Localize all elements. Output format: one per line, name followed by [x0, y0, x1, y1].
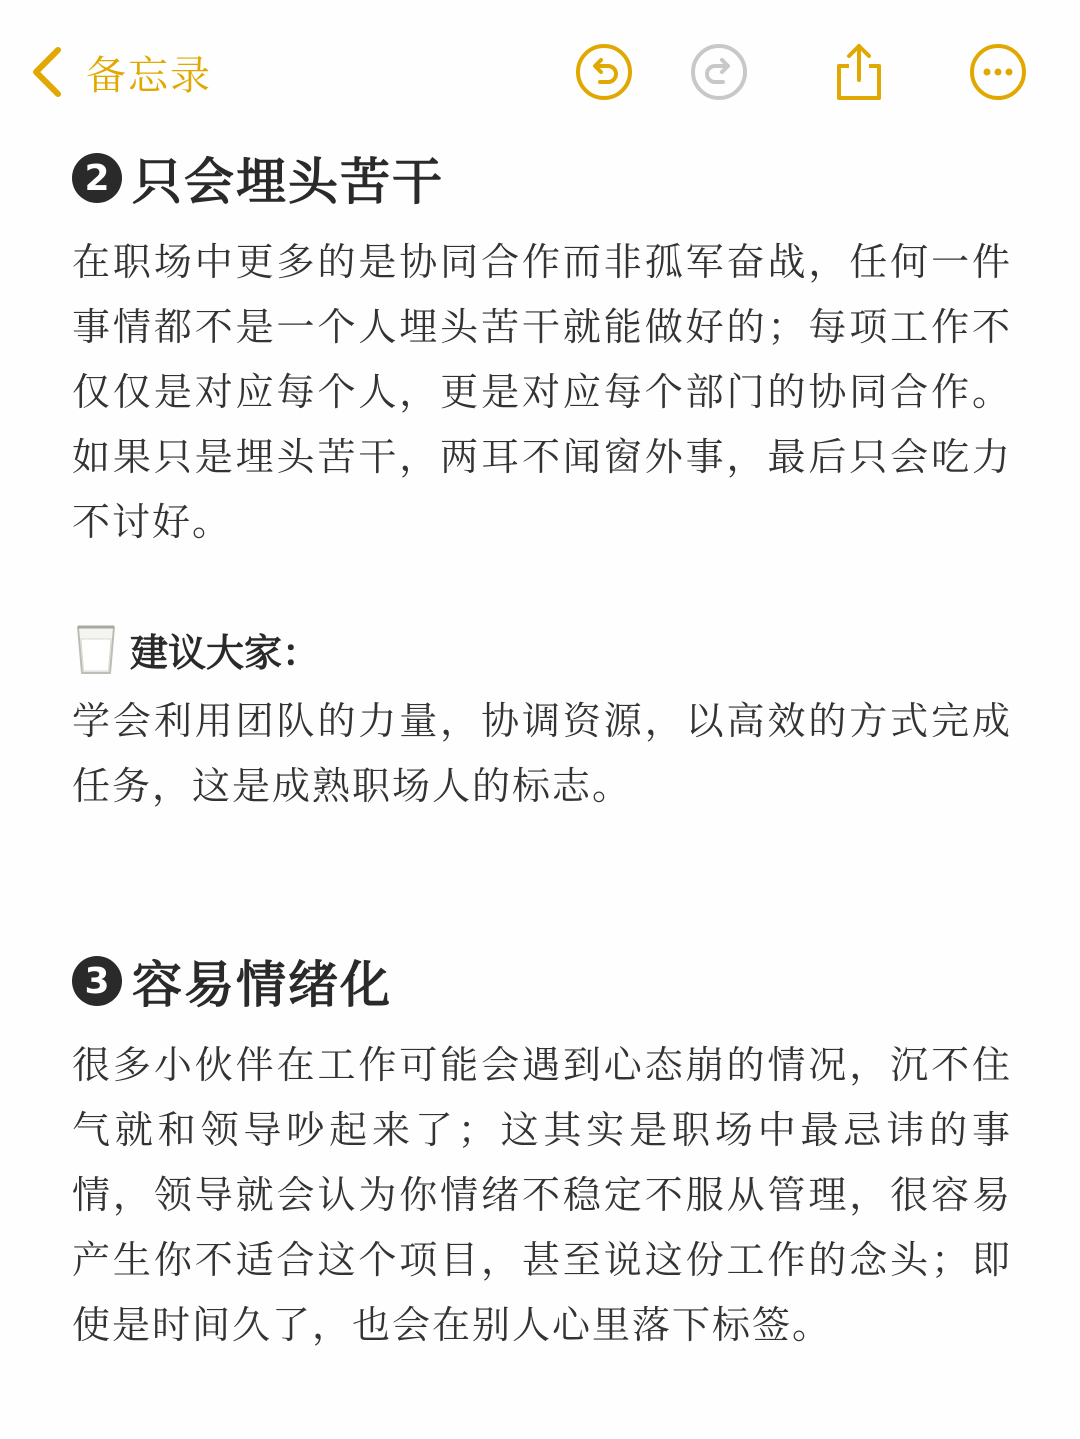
- milk-glass-icon: [72, 621, 120, 677]
- section-2-heading: [72, 148, 1012, 211]
- number-badge: 3: [72, 956, 122, 1006]
- share-button[interactable]: [829, 42, 889, 102]
- suggestion-heading: [72, 617, 1012, 681]
- more-icon: [968, 42, 1028, 102]
- suggestion-body: 学会利用团队的力量，协调资源，以高效的方式完成任务，这是成熟职场人的标志。: [72, 699, 1012, 808]
- chevron-left-icon: [28, 44, 68, 100]
- more-button[interactable]: [968, 42, 1028, 102]
- back-label: 备忘录: [86, 52, 212, 99]
- section-2-title: 只会埋头苦干: [132, 153, 444, 211]
- note-content[interactable]: [72, 140, 1012, 1358]
- redo-button[interactable]: [689, 42, 749, 102]
- back-button[interactable]: [28, 40, 212, 104]
- navigation-bar: [0, 0, 1080, 140]
- share-icon: [829, 42, 889, 102]
- number-badge: 2: [72, 153, 122, 203]
- section-3-title: 容易情绪化: [132, 956, 392, 1014]
- undo-button[interactable]: [574, 42, 634, 102]
- section-3-heading: [72, 951, 1012, 1014]
- section-3-body: 很多小伙伴在工作可能会遇到心态崩的情况，沉不住气就和领导吵起来了；这其实是职场中最忌讳的事情，领导就会认为你情绪不稳定不服从管理，很容易产生你不适合这个项目，甚至说这份工作的念头；即使是时间久了，也会在别人心里落下标签。: [72, 1043, 1012, 1347]
- section-2-body: 在职场中更多的是协同合作而非孤军奋战，任何一件事情都不是一个人埋头苦干就能做好的；每项工作不仅仅是对应每个人，更是对应每个部门的协同合作。如果只是埋头苦干，两耳不闻窗外事，最后只会吃力不讨好。: [72, 240, 1012, 544]
- suggestion-label: 建议大家：: [130, 630, 321, 675]
- undo-icon: [574, 42, 634, 102]
- redo-icon: [689, 42, 749, 102]
